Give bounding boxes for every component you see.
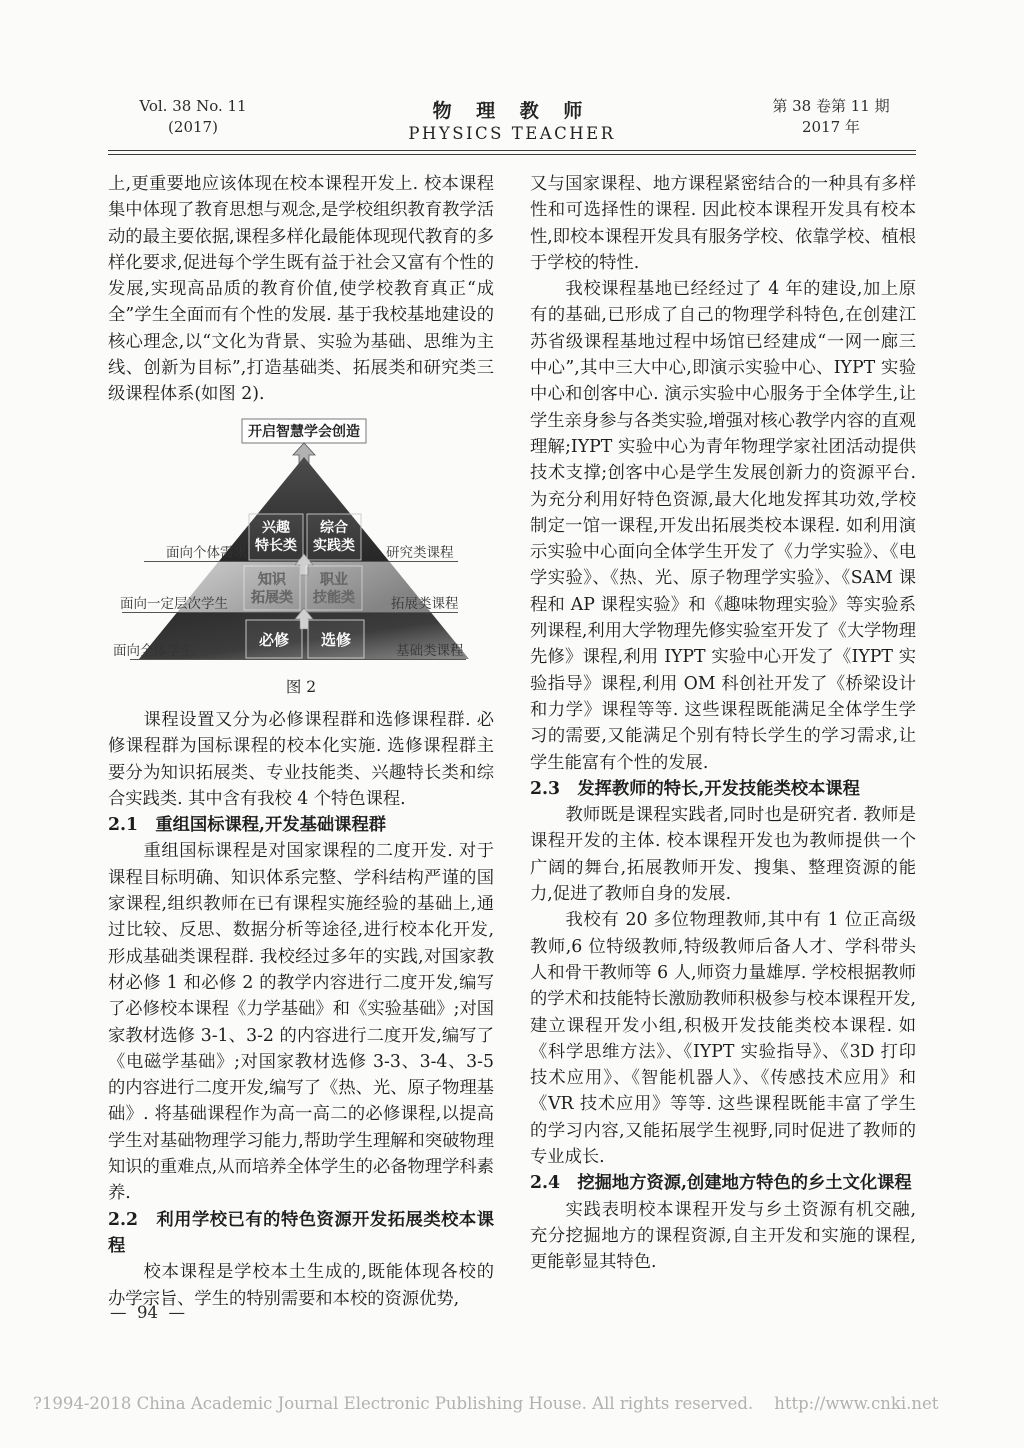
box-label: 职业	[320, 571, 348, 588]
tier-left-label: 面向全体学生	[113, 642, 194, 659]
box-label: 拓展类	[251, 589, 293, 606]
left-column	[108, 171, 494, 1312]
section-heading-2-2: 2.2 利用学校已有的特色资源开发拓展类校本课程	[108, 1209, 494, 1256]
journal-title-cn: 物 理 教 师	[432, 100, 592, 122]
section-heading-2-1: 2.1 重组国标课程,开发基础课程群	[108, 815, 387, 836]
header-issue-block	[746, 96, 916, 138]
box-label: 综合	[320, 519, 348, 536]
tier-right-label: 拓展类课程	[391, 595, 459, 612]
tier-right-label: 基础类课程	[396, 642, 464, 659]
paragraph: 校本课程是学校本土生成的,既能体现各校的办学宗旨、学生的特别需要和本校的资源优势,	[108, 1262, 494, 1309]
paragraph: 教师既是课程实践者,同时也是研究者. 教师是课程开发的主体. 校本课程开发也为教师提供一个广阔的舞台,拓展教师开发、搜集、整理资源的能力,促进了教师自身的发展.	[530, 805, 916, 905]
paragraph: 重组国标课程是对国家课程的二度开发. 对于课程目标明确、知识体系完整、学科结构严谨的国家课程,组织教师在已有课程实施经验的基础上,通过比较、反思、数据分析等途径,进行校本化开发,形成基础类课程群. 我校经过多年的实践,对国家教材必修 1 和必修 2 的教学内容进行二度开发,编写了必修校本课程《力学基础》和《实验基础》;对国家教材选修 3-1、3-2 的内容进行二度开发,编写了《电磁学基础》;对国家教材选修 3-3、3-4、3-5 的内容进行二度开发,编写了《热、光、原子物理基础》. 将基础课程作为高一高二的必修课程,以提高学生对基础物理学习能力,帮助学生理解和突破物理知识的重难点,从而培养全体学生的必备物理学科素养.	[108, 841, 495, 1204]
box-label: 选修	[320, 630, 352, 649]
journal-title-en: PHYSICS TEACHER	[408, 124, 616, 143]
right-column	[530, 171, 916, 1312]
paragraph: 实践表明校本课程开发与乡土资源有机交融,充分挖掘地方的课程资源,自主开发和实施的课程,更能彰显其特色.	[530, 1199, 916, 1273]
figure-2-pyramid	[108, 417, 494, 699]
paragraph: 上,更重要地应该体现在校本课程开发上. 校本课程集中体现了教育思想与观念,是学校组织教育教学活动的最主要依据,课程多样化最能体现现代教育的多样化要求,促进每个学生既有益于社会又富有个性的发展,实现高品质的教育价值,使学校教育真正“成全”学生全面而有个性的发展. 基于我校基地建设的核心理念,以“文化为背景、实验为基础、思维为主线、创新为目标”,打造基础类、拓展类和研究类三级课程体系(如图 2).	[108, 174, 494, 405]
paragraph: 又与国家课程、地方课程紧密结合的一种具有多样性和可选择性的课程. 因此校本课程开发具有校本性,即校本课程开发具有服务学校、依靠学校、植根于学校的特性.	[530, 174, 916, 273]
volume-number: Vol. 38 No. 11	[139, 97, 247, 115]
box-label: 兴趣	[262, 519, 290, 536]
paragraph: 我校课程基地已经经过了 4 年的建设,加上原有的基础,已形成了自己的物理学科特色,在创建江苏省级课程基地过程中场馆已经建成“一网一廊三中心”,其中三大中心,即演示实验中心、IYPT 实验中心和创客中心. 演示实验中心服务于全体学生,让学生亲身参与各类实验,增强对核心教学内容的直观理解;IYPT 实验中心为青年物理学家社团活动提供技术支撑;创客中心是学生发展创新力的资源平台. 为充分利用好特色资源,最大化地发挥其功效,学校制定一馆一课程,开发出拓展类校本课程. 如利用演示实验中心面向全体学生开发了《力学实验》、《电学实验》、《热、光、原子物理学实验》、《SAM 课程和 AP 课程实验》和《趣味物理实验》等实验系列课程,利用大学物理先修实验室开发了《大学物理先修》课程,利用 IYPT 实验中心开发了《IYPT 实验指导》课程,利用 OM 科创社开发了《桥梁设计和力学》课程等等. 这些课程既能满足全体学生学习的需要,又能满足个别有特长学生的学习需求,让学生能富有个性的发展.	[530, 279, 916, 773]
box-label: 必修	[258, 630, 290, 649]
copyright-notice: ?1994-2018 China Academic Journal Electronic Publishing House. All rights reserved. http://www.cnki.net	[33, 1394, 939, 1413]
journal-header	[108, 96, 916, 143]
issue-year-cn: 2017 年	[802, 118, 860, 136]
tier-right-label: 研究类课程	[386, 544, 454, 561]
header-volume-block	[108, 96, 278, 138]
header-journal-title	[278, 96, 746, 143]
box-label: 实践类	[313, 537, 355, 554]
box-label: 特长类	[255, 537, 297, 554]
two-column-body	[108, 171, 916, 1312]
page-number: — 94 —	[110, 1303, 185, 1322]
tier-left-label: 面向一定层次学生	[120, 595, 228, 612]
issue-number-cn: 第 38 卷第 11 期	[772, 97, 890, 115]
pyramid-diagram	[108, 417, 494, 665]
figure-caption: 图 2	[285, 677, 317, 696]
tier-left-label: 面向个体需求	[166, 544, 247, 561]
header-divider	[108, 150, 916, 155]
section-heading-2-3: 2.3 发挥教师的特长,开发技能类校本课程	[530, 778, 860, 799]
paragraph: 课程设置又分为必修课程群和选修课程群. 必修课程群为国标课程的校本化实施. 选修课程群主要分为知识拓展类、专业技能类、兴趣特长类和综合实践类. 其中含有我校 4 个特色课程.	[108, 709, 494, 809]
section-heading-2-4: 2.4 挖掘地方资源,创建地方特色的乡土文化课程	[530, 1173, 912, 1194]
volume-year: (2017)	[168, 118, 218, 136]
box-label: 知识	[258, 571, 286, 588]
goal-label: 开启智慧学会创造	[248, 423, 360, 440]
box-label: 技能类	[313, 589, 355, 606]
paragraph: 我校有 20 多位物理教师,其中有 1 位正高级教师,6 位特级教师,特级教师后备人才、学科带头人和骨干教师等 6 人,师资力量雄厚. 学校根据教师的学术和技能特长激励教师积极参与校本课程开发,建立课程开发小组,积极开发技能类校本课程. 如《科学思维方法》、《IYPT 实验指导》、《3D 打印技术应用》、《智能机器人》、《传感技术应用》和《VR 技术应用》等等. 这些课程既能丰富了学生的学习内容,又能拓展学生视野,同时促进了教师的专业成长.	[530, 910, 916, 1167]
page-content	[108, 96, 916, 1312]
